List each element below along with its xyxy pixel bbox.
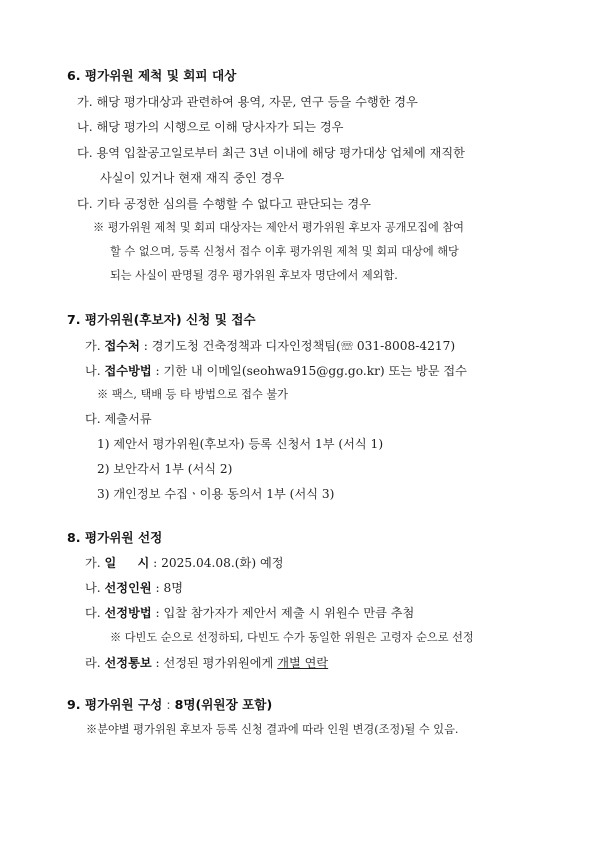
section-6-item-ga: 가. 해당 평가대상과 관련하여 용역, 자문, 연구 등을 수행한 경우 — [77, 95, 418, 109]
section-8-item-na — [85, 580, 183, 596]
section-7-item-ga — [85, 338, 455, 354]
reception-method-value: : 기한 내 이메일(seohwa915@gg.go.kr) 또는 방문 접수 — [151, 364, 467, 378]
section-7-item-na — [85, 363, 467, 379]
item-prefix: 가. — [85, 339, 105, 353]
section-8-note: ※ 다빈도 순으로 선정하되, 다빈도 수가 동일한 위원은 고령자 순으로 선정 — [110, 631, 474, 644]
individual-contact-text: 개별 연락 — [277, 656, 329, 670]
item-prefix: 라. — [85, 656, 105, 670]
section-6-note-line2: 할 수 없으며, 등록 신청서 접수 이후 평가위원 제척 및 회피 대상에 해당 — [110, 245, 459, 258]
reception-label: 접수처 — [104, 339, 140, 353]
document-list-item: 3) 개인정보 수집ㆍ이용 동의서 1부 (서식 3) — [97, 487, 335, 501]
section-6-note-line3: 되는 사실이 판명될 경우 평가위원 후보자 명단에서 제외함. — [110, 269, 398, 282]
reception-value: : 경기도청 건축정책과 디자인정책팀(☏ 031-8008-4217) — [139, 339, 456, 353]
section-6-title: 6. 평가위원 제척 및 회피 대상 — [67, 68, 237, 83]
schedule-label: 일 시 — [104, 556, 150, 570]
section-6-item-da-line1: 다. 용역 입찰공고일로부터 최근 3년 이내에 해당 평가대상 업체에 재직한 — [77, 146, 465, 160]
section-8-item-da — [85, 605, 414, 621]
section-9-title-separator: : — [162, 697, 175, 712]
selection-notice-value: : 선정된 평가위원에게 — [151, 656, 278, 670]
section-7-item-da: 다. 제출서류 — [85, 412, 152, 426]
section-6-note-line1: ※ 평가위원 제척 및 회피 대상자는 제안서 평가위원 후보자 공개모집에 참여 — [93, 221, 464, 234]
document-list-item: 2) 보안각서 1부 (서식 2) — [97, 462, 233, 476]
section-6-item-da-b: 다. 기타 공정한 심의를 수행할 수 없다고 판단되는 경우 — [77, 197, 371, 211]
selection-method-value: : 입찰 참가자가 제안서 제출 시 위원수 만큼 추첨 — [151, 606, 415, 620]
item-prefix: 다. — [85, 606, 105, 620]
section-9-title-value: 8명(위원장 포함) — [174, 697, 273, 712]
reception-method-label: 접수방법 — [104, 364, 152, 378]
selection-method-label: 선정방법 — [104, 606, 152, 620]
section-8-title: 8. 평가위원 선정 — [67, 530, 163, 545]
section-8-item-ga — [85, 555, 284, 571]
selection-count-label: 선정인원 — [104, 581, 152, 595]
section-8-item-ra — [85, 655, 328, 671]
item-prefix: 나. — [85, 581, 105, 595]
section-9-title-main: 9. 평가위원 구성 — [67, 697, 163, 712]
schedule-value: : 2025.04.08.(화) 예정 — [149, 556, 284, 570]
selection-notice-label: 선정통보 — [104, 656, 152, 670]
section-9-title — [67, 697, 272, 713]
section-7-note: ※ 팩스, 택배 등 타 방법으로 접수 불가 — [97, 388, 288, 401]
selection-count-value: : 8명 — [151, 581, 184, 595]
section-6-item-da-line2: 사실이 있거나 현재 재직 중인 경우 — [100, 171, 285, 185]
section-9-note: ※분야별 평가위원 후보자 등록 신청 결과에 따라 인원 변경(조정)될 수 있음. — [86, 723, 459, 736]
document-list-item: 1) 제안서 평가위원(후보자) 등록 신청서 1부 (서식 1) — [97, 437, 384, 451]
item-prefix: 나. — [85, 364, 105, 378]
item-prefix: 가. — [85, 556, 105, 570]
section-6-item-na: 나. 해당 평가의 시행으로 이해 당사자가 되는 경우 — [77, 120, 344, 134]
section-7-title: 7. 평가위원(후보자) 신청 및 접수 — [67, 312, 256, 327]
